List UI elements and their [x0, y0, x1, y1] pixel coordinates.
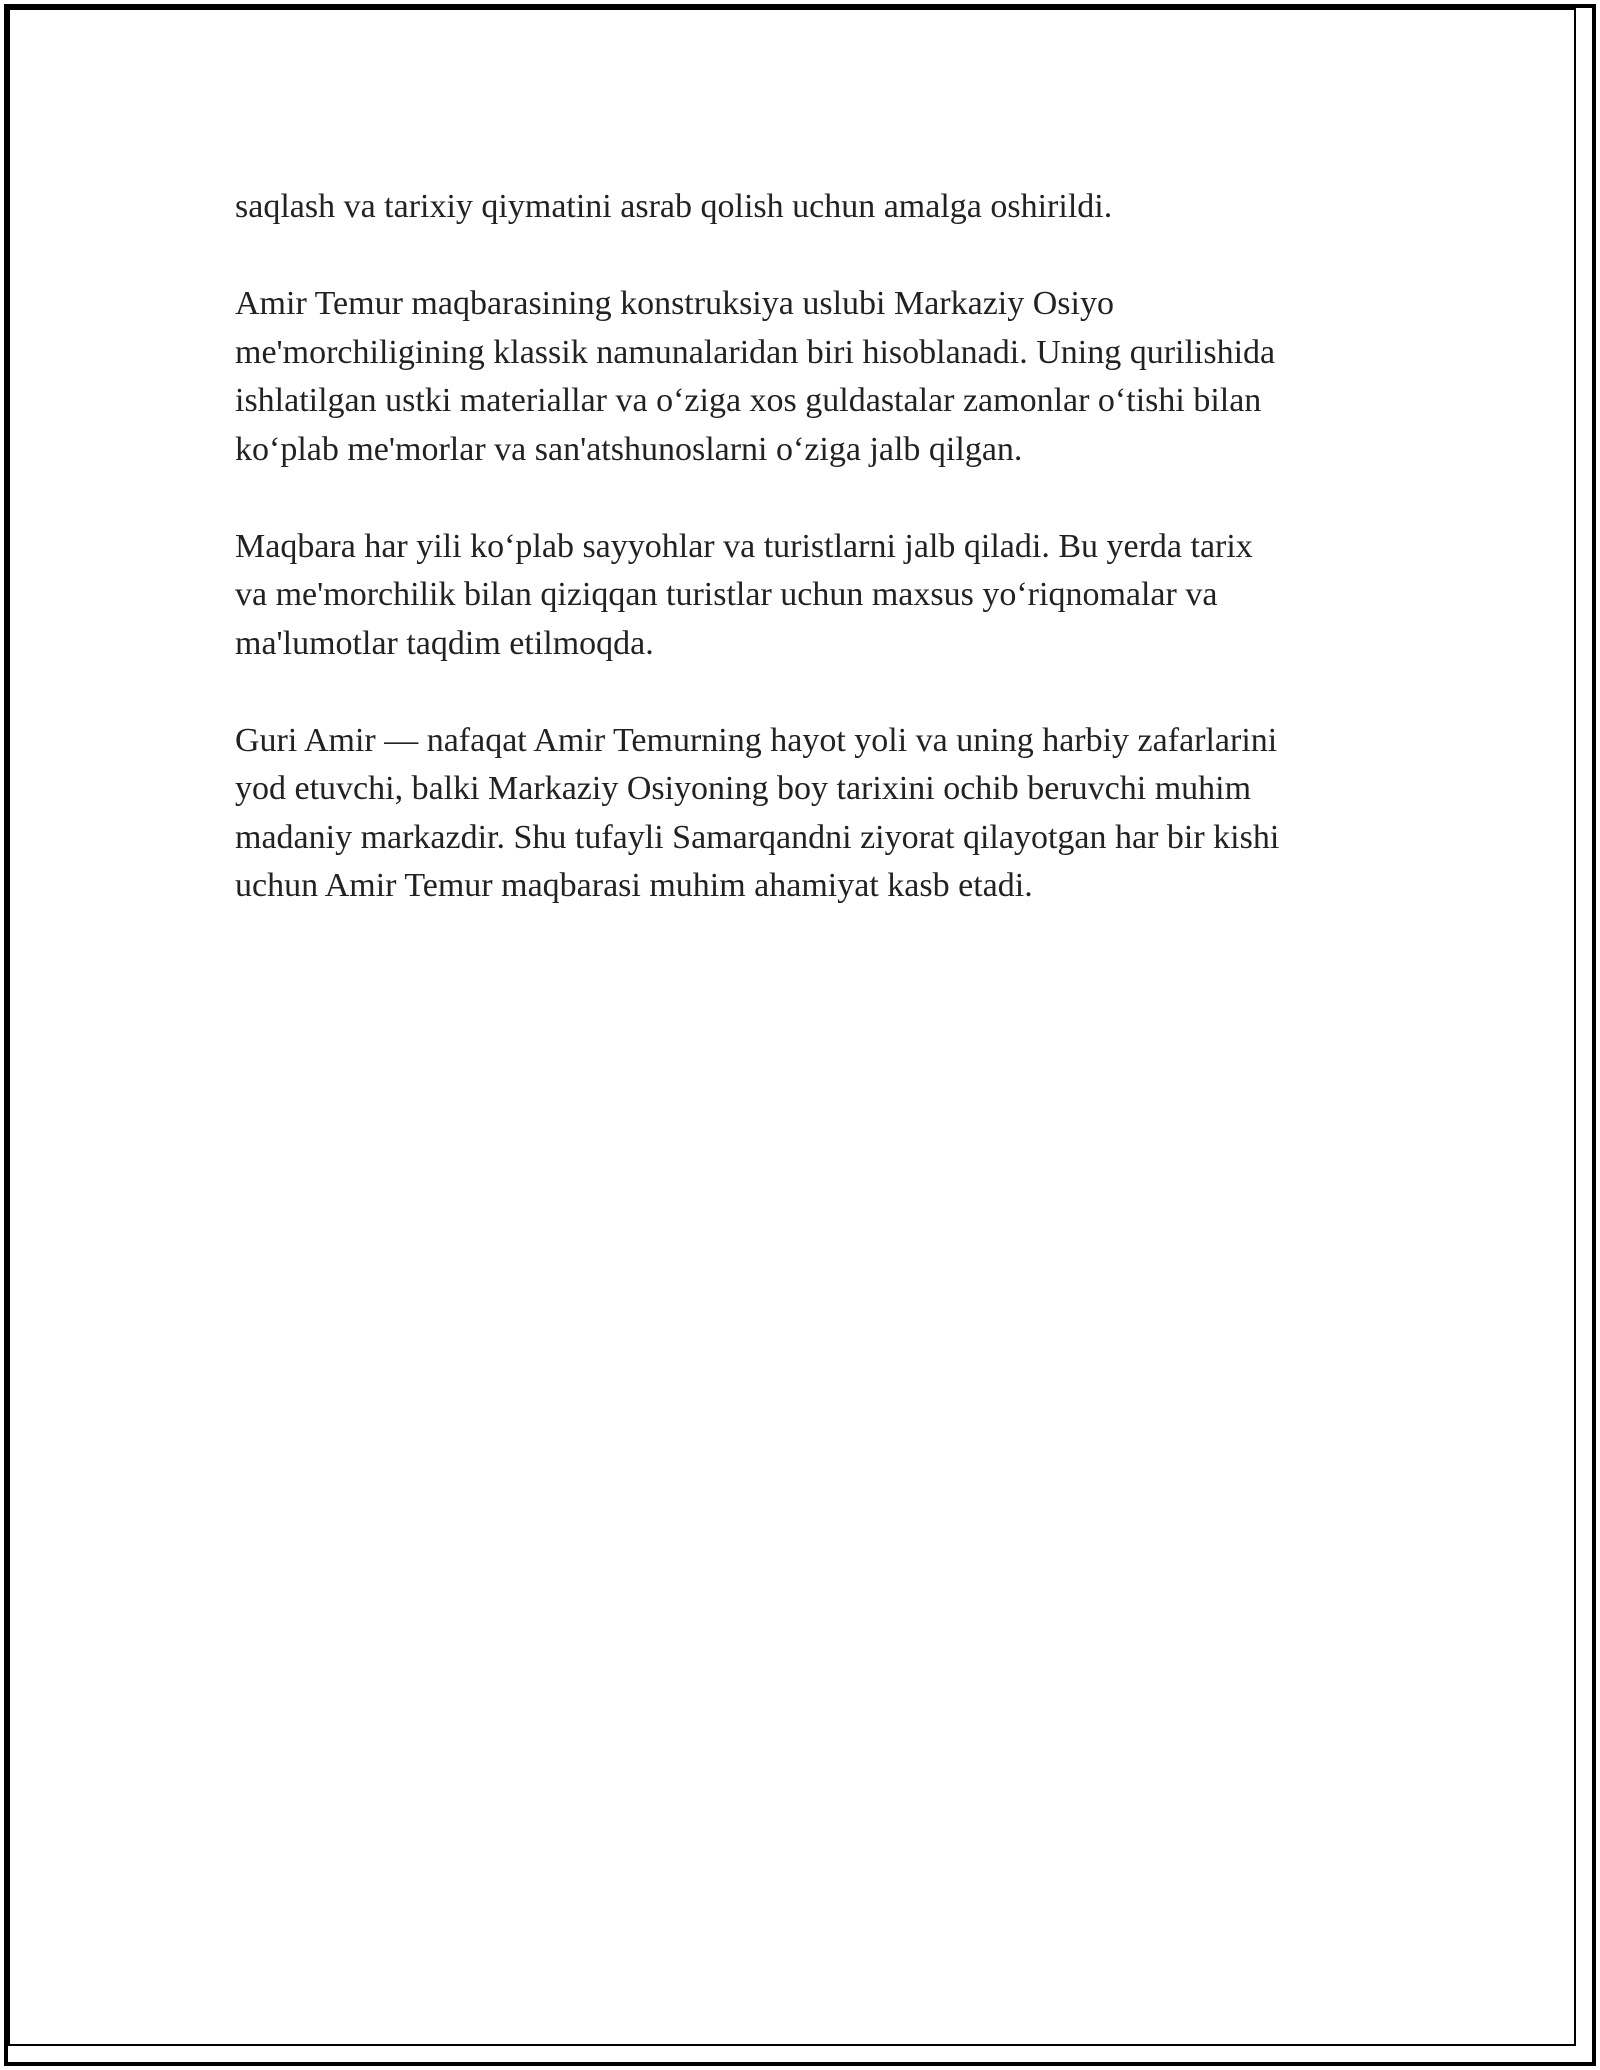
paragraph-4: Guri Amir — nafaqat Amir Temurning hayot yoli va uning harbiy zafarlarini yod etuvchi, balki Markaziy Osiyoning boy tarixini ochib beruvchi muhim madaniy markazdir. Shu tufayli Samarqandni ziyorat qilayotgan har bir kishi uchun Amir Temur maqbarasi muhim ahamiyat kasb etadi. [235, 721, 1280, 904]
paragraph-2: Amir Temur maqbarasining konstruksiya uslubi Markaziy Osiyo me'morchiligining klassik namunalaridan biri hisoblanadi. Uning qurilishida ishlatilgan ustki materiallar va o‘ziga xos guldastalar zamonlar o‘tishi bilan ko‘plab me'morlar va san'atshunoslarni o‘ziga jalb qilgan. [235, 285, 1276, 468]
document-body [235, 183, 1375, 959]
paragraph-3: Maqbara har yili ko‘plab sayyohlar va turistlarni jalb qiladi. Bu yerda tarix va me'morchilik bilan qiziqqan turistlar uchun maxsus yo‘riqnomalar va ma'lumotlar taqdim etilmoqda. [235, 527, 1253, 662]
paragraph-1: saqlash va tarixiy qiymatini asrab qolish uchun amalga oshirildi. [235, 188, 1113, 225]
